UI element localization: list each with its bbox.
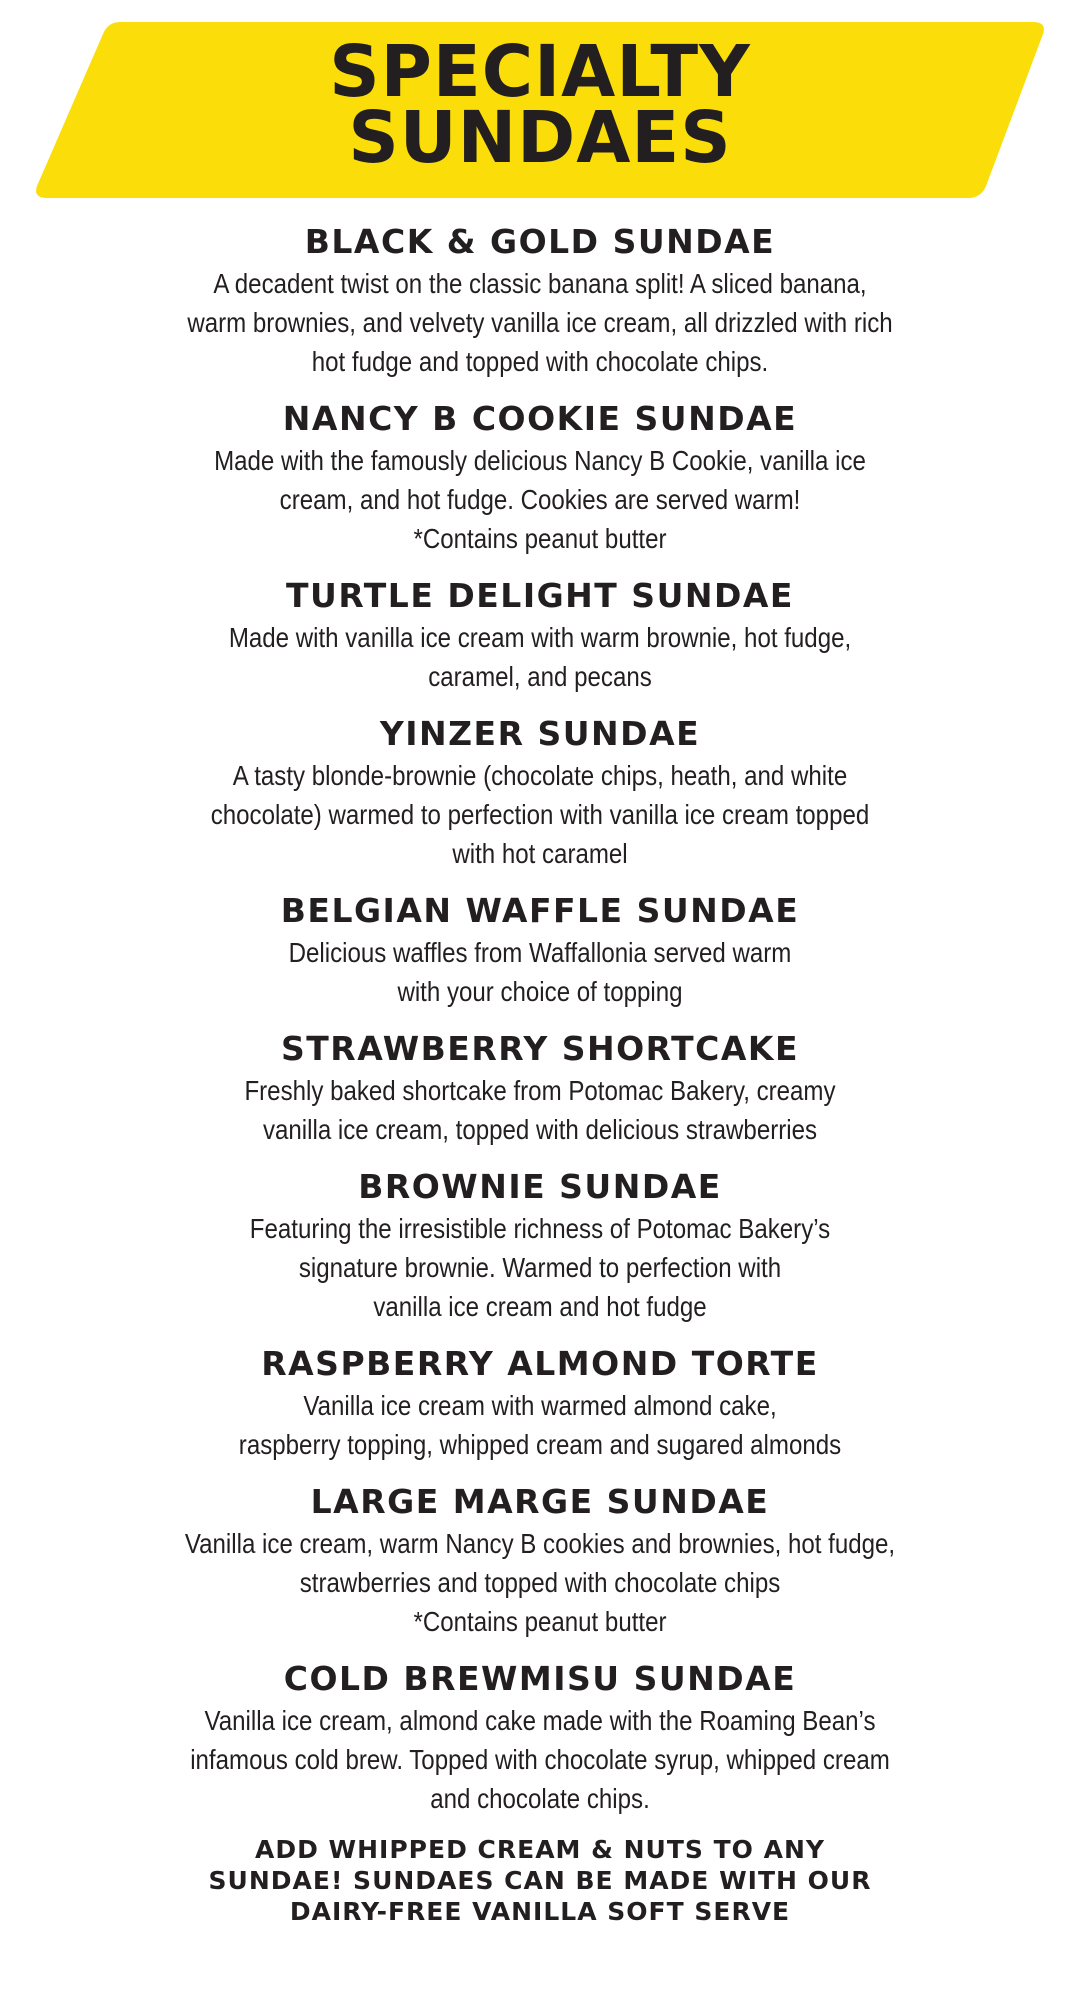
item-name: STRAWBERRY SHORTCAKE (281, 1029, 799, 1068)
item-name: RASPBERRY ALMOND TORTE (261, 1344, 819, 1383)
menu-item-strawberry-shortcake (0, 1027, 1080, 1149)
item-description (76, 1386, 1005, 1464)
item-description (76, 1701, 1005, 1818)
item-description (76, 756, 1005, 873)
description-line: A tasty blonde-brownie (chocolate chips, heath, and white (232, 760, 848, 791)
item-description (76, 618, 1005, 696)
item-description (76, 264, 1005, 381)
item-description (76, 1524, 1005, 1641)
menu-item-raspberry-almond-torte (0, 1342, 1080, 1464)
sundae-menu-list (0, 220, 1080, 1927)
item-name: TURTLE DELIGHT SUNDAE (286, 576, 794, 615)
item-description (76, 1209, 1005, 1326)
description-line: A decadent twist on the classic banana split! A sliced banana, (213, 268, 867, 299)
description-line: Vanilla ice cream with warmed almond cake, (303, 1390, 777, 1421)
item-description (76, 1071, 1005, 1149)
description-line: infamous cold brew. Topped with chocolate syrup, whipped cream (190, 1744, 890, 1775)
footer-note-line: SUNDAE! SUNDAES CAN BE MADE WITH OUR (208, 1866, 872, 1895)
description-line: cream, and hot fudge. Cookies are served warm! (279, 484, 801, 515)
description-line: with your choice of topping (397, 976, 683, 1007)
description-line: warm brownies, and velvety vanilla ice cream, all drizzled with rich (187, 307, 893, 338)
page-title-line-1: SPECIALTY (329, 29, 751, 114)
description-line: Vanilla ice cream, warm Nancy B cookies and brownies, hot fudge, (184, 1528, 896, 1559)
page-title-line-2: SUNDAES (348, 95, 732, 180)
description-line: chocolate) warmed to perfection with vanilla ice cream topped (210, 799, 870, 830)
item-name: BROWNIE SUNDAE (358, 1167, 722, 1206)
description-line: vanilla ice cream, topped with delicious strawberries (262, 1114, 818, 1145)
description-line: hot fudge and topped with chocolate chips. (311, 346, 769, 377)
description-line: Vanilla ice cream, almond cake made with the Roaming Bean’s (204, 1705, 876, 1736)
menu-item-nancy-b-cookie-sundae (0, 397, 1080, 558)
description-line: Made with vanilla ice cream with warm brownie, hot fudge, (228, 622, 852, 653)
description-line: caramel, and pecans (428, 661, 652, 692)
menu-item-brownie-sundae (0, 1165, 1080, 1326)
description-line: vanilla ice cream and hot fudge (373, 1291, 707, 1322)
item-name: BLACK & GOLD SUNDAE (304, 222, 776, 261)
menu-item-turtle-delight-sundae (0, 574, 1080, 696)
description-line: with hot caramel (452, 838, 628, 869)
menu-item-belgian-waffle-sundae (0, 889, 1080, 1011)
item-name: BELGIAN WAFFLE SUNDAE (280, 891, 800, 930)
description-line: signature brownie. Warmed to perfection with (298, 1252, 782, 1283)
allergen-note: *Contains peanut butter (413, 523, 667, 554)
allergen-note: *Contains peanut butter (413, 1606, 667, 1637)
menu-item-black-gold-sundae (0, 220, 1080, 381)
description-line: and chocolate chips. (430, 1783, 650, 1814)
item-name: COLD BREWMISU SUNDAE (283, 1659, 797, 1698)
page-title (0, 29, 1080, 180)
description-line: raspberry topping, whipped cream and sugared almonds (238, 1429, 842, 1460)
menu-item-cold-brewmisu-sundae (0, 1657, 1080, 1818)
description-line: strawberries and topped with chocolate chips (299, 1567, 781, 1598)
menu-item-yinzer-sundae (0, 712, 1080, 873)
description-line: Freshly baked shortcake from Potomac Bakery, creamy (244, 1075, 836, 1106)
menu-item-large-marge-sundae (0, 1480, 1080, 1641)
description-line: Made with the famously delicious Nancy B Cookie, vanilla ice (214, 445, 866, 476)
item-description (76, 441, 1005, 558)
item-description (76, 933, 1005, 1011)
description-line: Delicious waffles from Waffallonia served warm (288, 937, 792, 968)
item-name: YINZER SUNDAE (379, 714, 701, 753)
item-name: NANCY B COOKIE SUNDAE (282, 399, 798, 438)
description-line: Featuring the irresistible richness of Potomac Bakery’s (249, 1213, 831, 1244)
footer-add-ons-note (0, 1834, 1080, 1927)
footer-note-line: DAIRY-FREE VANILLA SOFT SERVE (289, 1897, 791, 1926)
title-banner (0, 0, 1080, 210)
footer-note-line: ADD WHIPPED CREAM & NUTS TO ANY (254, 1835, 825, 1864)
item-name: LARGE MARGE SUNDAE (310, 1482, 770, 1521)
